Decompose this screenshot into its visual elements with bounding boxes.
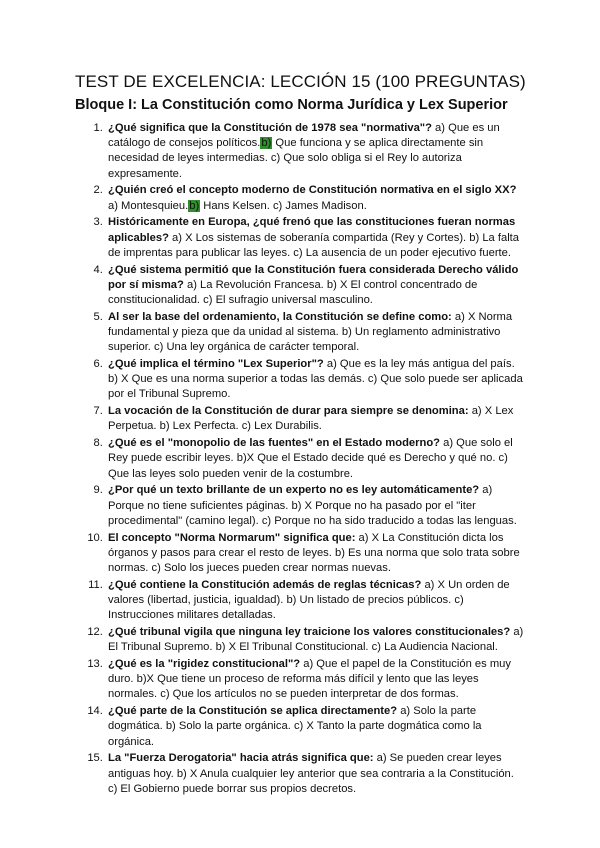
question-text: ¿Qué sistema permitió que la Constitución fuera considerada Derecho válido por sí misma? xyxy=(108,263,519,291)
question-item xyxy=(106,531,526,577)
answer-options: a) La Revolución Francesa. b) X El control concentrado de constitucionalidad. c) El sufragio universal masculino. xyxy=(108,278,478,307)
question-text: ¿Qué significa que la Constitución de 1978 sea "normativa"? xyxy=(108,122,432,134)
question-item xyxy=(106,578,526,624)
answer-options: a) Que es la ley más antigua del país. b) X Que es una norma superior a todas las demás. c) Que solo puede ser aplicada por el Tribunal Supremo. xyxy=(108,358,523,401)
answer-options: a) Que es un catálogo de consejos políticos. xyxy=(108,122,500,150)
answer-options: a) Solo la parte dogmática. b) Solo la parte orgánica. c) X Tanto la parte dogmática como la orgánica. xyxy=(108,705,482,748)
question-item xyxy=(106,625,526,655)
question-item xyxy=(106,436,526,482)
question-item xyxy=(106,357,526,403)
answer-options: Que funciona y se aplica directamente sin necesidad de leyes intermedias. c) Que solo obliga si el Rey lo autoriza expresamente. xyxy=(108,137,484,180)
question-text: ¿Quién creó el concepto moderno de Constitución normativa en el siglo XX? xyxy=(108,184,517,197)
answer-options: a) X Lex Perpetua. b) Lex Perfecta. c) Lex Durabilis. xyxy=(108,405,514,433)
question-item xyxy=(106,310,526,356)
question-text: La "Fuerza Derogatoria" hacia atrás significa que: xyxy=(108,752,374,765)
document-title: TEST DE EXCELENCIA: LECCIÓN 15 (100 PREGUNTAS) xyxy=(75,72,526,91)
question-item xyxy=(106,263,526,309)
question-item xyxy=(106,215,526,261)
question-text: ¿Qué tribunal vigila que ninguna ley traicione los valores constitucionales? xyxy=(108,626,511,639)
answer-options: a) Porque no tiene suficientes páginas. b) X Porque no ha pasado por el "iter procedimental" (camino legal). c) Porque no ha sido traducido a todas las lenguas. xyxy=(108,484,517,527)
question-text: Al ser la base del ordenamiento, la Constitución se define como: xyxy=(108,310,452,323)
question-text: ¿Qué parte de la Constitución se aplica directamente? xyxy=(108,705,398,718)
highlighted-answer: b) xyxy=(189,199,200,212)
question-text: La vocación de la Constitución de durar para siempre se denomina: xyxy=(108,405,469,418)
answer-options: a) X Norma fundamental y pieza que da unidad al sistema. b) Un reglamento administrativo superior. c) Una ley orgánica de carácter temporal. xyxy=(108,310,513,354)
question-text: ¿Qué es la "rigidez constitucional"? xyxy=(108,658,301,671)
answer-options: a) Que el papel de la Constitución es muy duro. b)X Que tiene un proceso de reforma más difícil y lento que las leyes normales. c) Que los artículos no se pueden interpretar de dos formas. xyxy=(108,658,511,701)
question-item xyxy=(106,657,526,703)
question-text: ¿Qué implica el término "Lex Superior"? xyxy=(108,358,324,371)
answer-options: a) Montesquieu. xyxy=(108,199,189,212)
question-item xyxy=(106,483,526,529)
question-text: ¿Qué contiene la Constitución además de reglas técnicas? xyxy=(108,578,422,591)
question-text: Históricamente en Europa, ¿qué frenó que las constituciones fueran normas aplicables? xyxy=(108,216,516,244)
answer-options: a) El Tribunal Supremo. b) X El Tribunal Constitucional. c) La Audiencia Nacional. xyxy=(108,626,524,654)
question-item xyxy=(106,183,526,213)
question-item xyxy=(106,121,526,182)
answer-options: a) Que solo el Rey puede escribir leyes. b)X Que el Estado decide qué es Derecho y qué no. c) Que las leyes solo pueden venir de la costumbre. xyxy=(108,437,513,480)
question-item xyxy=(106,704,526,750)
question-text: ¿Por qué un texto brillante de un experto no es ley automáticamente? xyxy=(108,484,480,497)
question-item xyxy=(106,404,526,434)
answer-options: a) X La Constitución dicta los órganos y pasos para crear el resto de leyes. b) Es una norma que solo trata sobre normas. c) Solo los jueces pueden crear normas nuevas. xyxy=(108,531,520,575)
question-text: ¿Qué es el "monopolio de las fuentes" en el Estado moderno? xyxy=(108,437,440,450)
question-list xyxy=(92,121,526,797)
answer-options: a) X Los sistemas de soberanía compartida (Rey y Cortes). b) La falta de imprentas para publicar las leyes. c) La ausencia de un poder ejecutivo fuerte. xyxy=(108,231,520,259)
answer-options: Hans Kelsen. c) James Madison. xyxy=(200,199,367,212)
section-heading: Bloque I: La Constitución como Norma Jurídica y Lex Superior xyxy=(75,97,508,113)
answer-options: a) X Un orden de valores (libertad, justicia, igualdad). b) Un listado de precios públicos. c) Instrucciones militares detalladas. xyxy=(108,578,510,622)
question-text: El concepto "Norma Normarum" significa que: xyxy=(108,531,356,544)
question-item xyxy=(106,751,526,797)
answer-options: a) Se pueden crear leyes antiguas hoy. b) X Anula cualquier ley anterior que sea contraria a la Constitución. c) El Gobierno puede borrar sus propios decretos. xyxy=(108,752,514,795)
highlighted-answer: b) xyxy=(261,137,272,150)
